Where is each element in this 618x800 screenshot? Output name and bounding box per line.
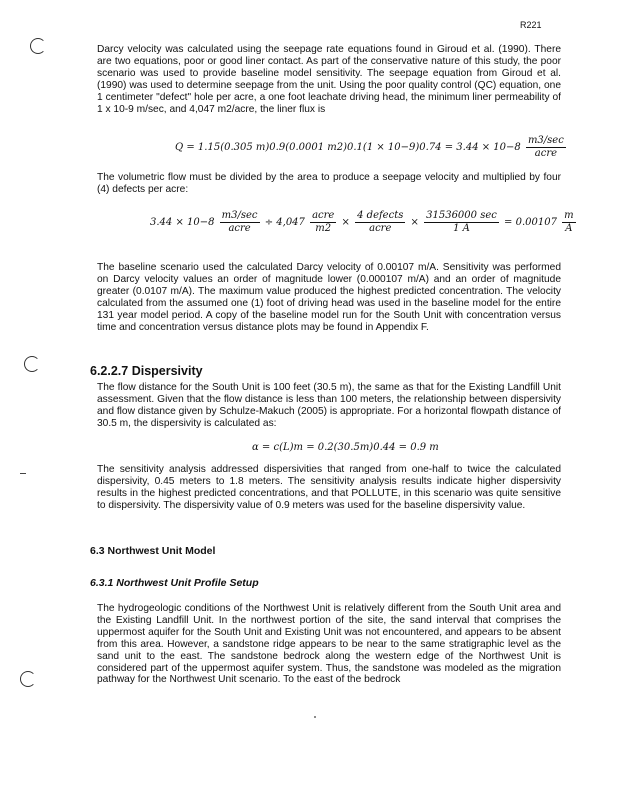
eq2-f1-den: acre [228, 223, 251, 234]
eq2-f2-num: acre [312, 210, 335, 221]
eq2-f4-den: 1 A [453, 223, 470, 234]
eq2-result: = 0.00107 [504, 217, 557, 228]
times-sign-1: × [341, 217, 350, 228]
equation-liner-flux [175, 135, 568, 160]
eq1-fraction [526, 135, 566, 160]
paragraph-northwest: The hydrogeologic conditions of the Northwest Unit is relatively different from the South Unit area and the Existing Landfill Unit. In the northwest portion of the site, the sand interval that comprises the uppermost aquifer for the South Unit and Existing Unit was not encountered, and appears to be absent from this area. However, a sandstone ridge appears to be near to the same stratigraphic level as the sand unit to the east. The sandstone bedrock along the western edge of the Northwest Unit is considered part of the uppermost aquifer system. Thus, the sandstone was modeled as the migration pathway for the Northwest Unit scenario. To the east of the bedrock [97, 603, 561, 686]
margin-mark [20, 473, 26, 474]
eq2-f5-den: A [565, 223, 573, 234]
paragraph-volumetric: The volumetric flow must be divided by the area to produce a seepage velocity and multiplied by four (4) defects per acre: [97, 172, 561, 195]
binder-hole-top [30, 38, 46, 54]
eq1-den: acre [534, 148, 558, 159]
eq1-num: m3/sec [527, 135, 564, 146]
times-sign-2: × [410, 217, 419, 228]
eq2-f3-den: acre [369, 223, 392, 234]
heading-northwest-unit-model: 6.3 Northwest Unit Model [90, 545, 216, 557]
eq2-fraction-4 [424, 210, 499, 235]
heading-northwest-profile-setup: 6.3.1 Northwest Unit Profile Setup [90, 577, 259, 589]
heading-dispersivity: 6.2.2.7 Dispersivity [90, 364, 203, 378]
paragraph-baseline: The baseline scenario used the calculated Darcy velocity of 0.00107 m/A. Sensitivity was performed on Darcy velocity values an order of magnitude lower (0.000107 m/A) and an order of magnitude greater (0.0107 m/A). The maximum value produced the highest predicted concentration. The velocity calculated from the assumed one (1) foot of driving head was used in the baseline model for the entire 131 year model period. A copy of the baseline model run for the South Unit with concentration versus time and concentration versus distance plots may be found in Appendix F. [97, 262, 561, 333]
binder-hole-middle [24, 356, 40, 372]
eq1-lhs: Q = 1.15(0.305 m)0.9(0.0001 m2)0.1(1 × 10−9)0.74 = 3.44 × 10−8 [175, 142, 521, 153]
eq2-fraction-2 [310, 210, 336, 235]
equation-dispersivity: α = c(L)m = 0.2(30.5m)0.44 = 0.9 m [252, 442, 439, 453]
eq2-f5-num: m [564, 210, 574, 221]
page-speck [314, 716, 316, 718]
eq2-f4-num: 31536000 sec [426, 210, 497, 221]
paragraph-sensitivity: The sensitivity analysis addressed dispersivities that ranged from one-half to twice the calculated dispersivity, 0.45 meters to 1.8 meters. The sensitivity analysis results indicate higher dispersivity results in the highest predicted concentrations, and that POLLUTE, in this scenario was quite sensitive to dispersivity. The dispersivity value of 0.9 meters was used for the baseline dispersivity value. [97, 464, 561, 511]
paragraph-intro: Darcy velocity was calculated using the seepage rate equations found in Giroud et al. (1990). There are two equations, poor or good liner contact. As part of the conservative nature of this study, the poor scenario was used to provide baseline model sensitivity. The seepage equation from Giroud et al. (1990) was used to determine seepage from the unit. Using the poor quality control (QC) equation, one 1 centimeter "defect" hole per acre, a one foot leachate driving head, the minimum liner permeability of 1 x 10-9 m/sec, and 4,047 m2/acre, the liner flux is [97, 44, 561, 115]
equation-seepage-velocity [150, 210, 578, 235]
page-number: R221 [520, 20, 542, 30]
paragraph-flow-distance: The flow distance for the South Unit is 100 feet (30.5 m), the same as that for the Existing Landfill Unit assessment. Given that the flow distance is less than 100 meters, the relationship between dispersivity and flow distance given by Schulze-Makuch (2005) is appropriate. For a horizontal flowpath distance of 30.5 m, the dispersivity is calculated as: [97, 382, 561, 429]
eq2-fraction-3 [355, 210, 405, 235]
eq2-f3-num: 4 defects [357, 210, 404, 221]
eq2-prefix: 3.44 × 10−8 [150, 217, 215, 228]
binder-hole-bottom [20, 671, 36, 687]
eq2-fraction-5 [562, 210, 575, 235]
eq2-f2-den: m2 [315, 223, 332, 234]
eq2-div: ÷ 4,047 [264, 217, 305, 228]
eq2-f1-num: m3/sec [221, 210, 258, 221]
eq2-fraction-1 [220, 210, 260, 235]
